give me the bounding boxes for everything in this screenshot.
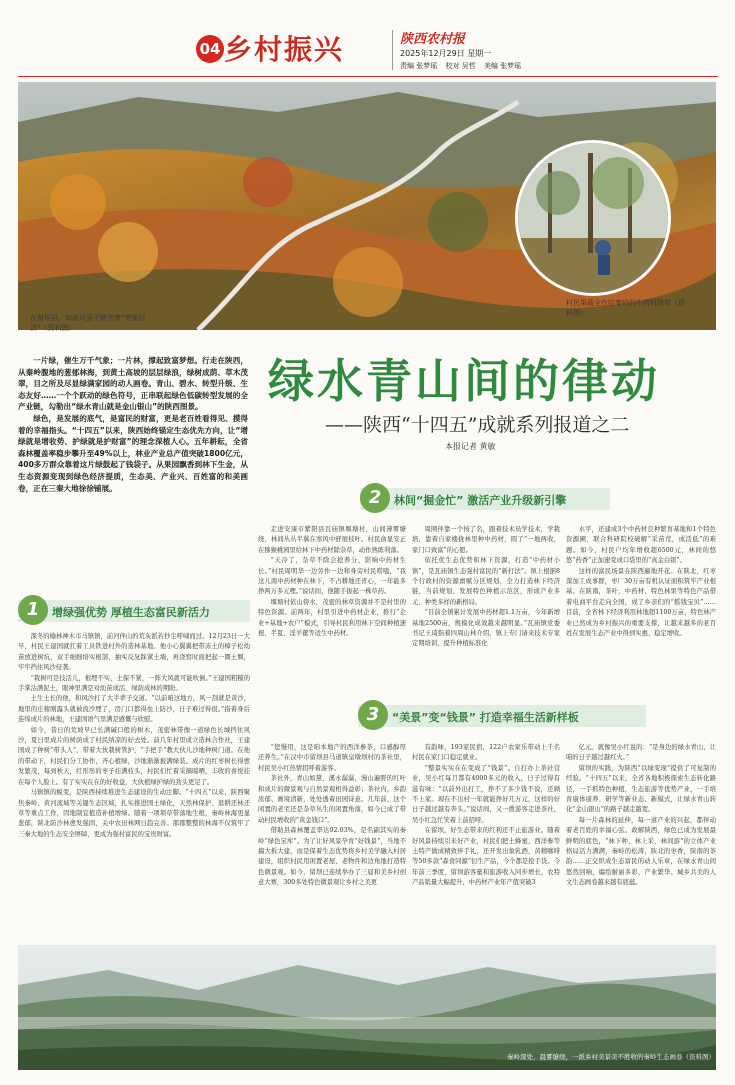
section-3-column-1 bbox=[258, 743, 406, 940]
paragraph: 每一片森林的延伸，每一道产业的兴起，都伴动着老百姓的幸福心弦。政解陕西，绿色已成为发展最鲜明的底色，“林下种、林上采、林间游”的立体产业格局活力满满，秦岭的松涛，陕北的枣香，陕南的茶韵……正交织成生态富民的动人乐章，在绿水青山间悠然回响，编绘耐丽多彩、产业繁华、城乡共美的人文生态画卷越来越有底蕴。 bbox=[566, 816, 716, 887]
section-3-column-2 bbox=[412, 743, 560, 940]
section-number: 3 bbox=[358, 700, 388, 730]
section-2-heading bbox=[360, 488, 610, 510]
paragraph: 土生土长的他，和风沙打了大半辈子交道。“以前咱这地方，风一刮就是黄沙，地里的庄稼刚露头就被流沙埋了，房门口都得垒上防沙，日子难过得很。”指着身后连绵成片的林地，王建国语气里满是感慨与欣慰。 bbox=[18, 695, 250, 724]
paragraph: 借助县森林覆盖率达92.03%，是名副其实的秦岭“绿色宝库”。为了让好风景孕育“好钱景”，当地不搞大拆大建，而是保着生态优势将乡村美学融入村居建设，组织村民用闲置老屋、老物件和边角地打造特色微景观。如今，留坝已连续举办了三届和美乡村创意大赛，300多处特色微景观让乡村之美更 bbox=[258, 827, 406, 887]
paragraph: 亿元。就像吴小红说的：“是身边的绿水青山，让咱的日子越过越红火。” bbox=[566, 744, 716, 762]
paragraph: 如今，昔日的荒坡早已长满碱口般的树木，茂密林带像一道绿色长城挡住风沙，夏日里成片的树荫成了村民纳凉的好去处。前几年村里成立造林合作社，王建国成了种树“带头人”，带着大伙栽树管护，“手把手”教大伙儿沙地种树门道。在他的带动下，村民们分工协作，齐心植绿，沙地渐渐披满绿装。成片的红枣树长得愈发繁茂，每到秋天，红彤彤的枣子挂满枝头，村民们忙着采摘晾晒，丰收的喜悦挂在每个人脸上。有了实实在在的好收益，大伙植绿护绿的劲头更足了。 bbox=[18, 726, 250, 786]
section-number: 2 bbox=[360, 483, 390, 513]
page-number: 04 bbox=[196, 35, 224, 63]
paragraph: 依托优生态优势和林下资源，打造“中药材小镇”，是瓦庙镇生态强村富民的“新打法”。镇上根据8个行政村的资源禀赋分区规划，全力打造林下经济链，当前规划、发展特色种植示范区，形成产业多元、种类多样的新格局。 bbox=[412, 557, 560, 606]
article-intro bbox=[18, 355, 248, 494]
section-heading-text: 增绿强优势 厚植生态富民新活力 bbox=[52, 606, 210, 619]
credit-designer: 美编 张梦瑶 bbox=[483, 62, 522, 70]
paragraph: 深冬的榆林神木市马镇镇，前河伴山的荒灰派若抄尘呼啸而过。12月23日一大早，村民王建国就扛着工具铁进村外的造林基地。他小心翼翼把带冻土的樟子松幼苗放进树坑，双手细细培实根部，抽实反复踩紧土墙，再浇窖时面把起一圈土堰，牢牢挡住风沙侵袭。 bbox=[18, 633, 250, 672]
article-subtitle: ——陕西“十四五”成就系列报道之二 bbox=[325, 414, 630, 436]
paragraph: 周围伴靠一个按了名，跟着技术员学技术，学栽培，靠着自家楼拢林里种中药材，圆了“一地两收，家门口致富”的心愿。 bbox=[412, 526, 560, 554]
header-rule bbox=[18, 76, 718, 77]
paragraph: 马镇镇的蜕变，是陕西持续推进生态建设的生动注脚。“十四五”以来，陕西聚焦秦岭、黄河流域等关键生态区域，扎实推进国土绿化，天然林保护、退耕还林还草等重点工作，因地制宜植造补植增绿。随着一项项草带落地生根，秦岭林海更显葱郁，陕北防沙林愈发强固，关中农田林网日趋完善。邵郡整整的林海不仅筑牢了三秦大地的生态安全屏障，更成为强村富民的宝贵财富。 bbox=[18, 789, 250, 838]
paragraph: “天冷了，杂草不除会抢养分，影响中药材生长。”村民周明华一边劳作一边和身旁村民唠嗑，“我这儿南中药材种在林下，不占耕地还省心，一年能多挣两万多元哩。”说话间，他随手拔起一株草药。 bbox=[258, 557, 406, 596]
paragraph: “您慢用，这是咱本地产的西洋参茶，口感醇厚还养生。”在汉中市留坝县马道镇皇墩坝村的茶社里，村民吴小红热情招呼着游客。 bbox=[258, 744, 406, 772]
paragraph: 这样的富民场景在陕西遍地开花。在陕北，红枣深加工成事群，枣厂30万亩有机认证面积筑牢产业根基；在陕南，茶叶、中药材、特色林果等特色产品借着电商平台走向全国，成了乡亲们的“摇钱宝贝”……目前，全省林下经济利用林地超1100万亩，特色林产业已然成为乡村振兴的重要支撑，让越来越多的老百姓在发展生态产业中得到实惠、稳定增收。 bbox=[566, 567, 716, 638]
editor-credits bbox=[400, 61, 527, 71]
section-heading-text: 林间“掘金忙” 激活产业升级新引擎 bbox=[394, 494, 567, 507]
section-2-column-1 bbox=[258, 525, 406, 685]
brand-logo: 陕西农村报 bbox=[400, 32, 466, 47]
section-2-column-2 bbox=[412, 525, 560, 685]
paragraph: 留坝的实践，为陕西“以绿变现”提供了可复制的经验。“十四五”以来，全省各地积极探索生态转化路径，一手抓特色种植，生态旅游等优势产业，一手培育康体康养、研学等新业态、新模式，让绿水青山转化“金山银山”的路子越走越宽。 bbox=[566, 764, 716, 814]
issue-date: 2025年12月29日 星期一 bbox=[400, 49, 492, 58]
paragraph: 堰塘村依山傍水，茂密的林草资源并不是村里的特色资源。前两年，村里引进中药材企业，推行“企业+基地+农户”模式，引导村民利用林下空间种植速根、半夏、淫羊藿等适生中药材。 bbox=[258, 598, 406, 638]
paragraph: 在留坝，好生态带来的红利还不止旅游业。随着好风景持续引来好产业，村民们把土蜂蜜、西洋参等土特产做成精致伴手礼，还开发出象乳酒、黄精咖啡等50多款“森食同源”衍生产品，今个都是抢手货。今年前三季度，留坝游客量和旅游收入同步增长，农特产品销量大幅提升，中药材产业年产值突破3 bbox=[412, 827, 560, 887]
intro-paragraph: 绿色，是发展的底气，是富民的财富，更是老百姓看得见、摸得着的幸福指头。“十四五”以来，陕西始终锚定生态优先方向，让“增绿就是增收势、护绿就是护财富”的理念深植人心。五年耕耘，全省森林覆盖率稳步攀升至49%以上，林业产业总产值突破1800亿元，400多万群众靠着这片绿鼓起了钱袋子。从果园飘香到林下生金，从生态资源变现到绿色经济提质，生态美、产业兴、百姓富的和美画卷，正在三秦大地徐徐铺展。 bbox=[18, 413, 248, 493]
header-divider bbox=[392, 30, 393, 70]
credit-editor: 责编 张梦瑶 bbox=[400, 62, 438, 70]
paragraph: 有韵味，193家民宿，122户农家乐带动上千名村民在家门口稳定就业。 bbox=[412, 744, 560, 762]
intro-paragraph: 一片绿，催生万千气象；一片林，撑起致富梦想。行走在陕西，从秦岭腹地的葱郁林海，到黄土高坡的层层绿浪，绿树成荫、草木茂翠，目之所及尽显绿满家园的动人画卷。青山、碧水、转型升级、生态友好……一个个跃动的绿色符号，正串联起绿色低碳转型发展的全产业链，勾勒出“绿水青山就是金山银山”的陕西图景。 bbox=[18, 356, 248, 412]
section-1-column bbox=[18, 632, 250, 940]
paragraph: 茶社外，青山如黛、溪水潺潺，漫山遍野的红叶和成片的微景观与自然景观相得益彰；茶社内，乡韵浓郁、画境清新，处处透着田园诗意。几年前，这个闲置的老宅还是杂草丛生的闲置角落，如今已成了带动村民增收的“黄金钱口”。 bbox=[258, 775, 406, 824]
article-author: 本报记者 黄敏 bbox=[445, 442, 496, 451]
paragraph: 走进安康市紫阳县瓦庙镇堰塘村，山间薄雾缭绕，林间丛丛半翼在寒风中舒展枝叶。村民俞显安正在猕猴桃园里给林下中药材除杂草，动作熟练利落。 bbox=[258, 526, 406, 554]
round-photo bbox=[515, 140, 671, 296]
round-photo-caption: 村民果蔬全在给秦岭的中药材除草（资料图） bbox=[566, 299, 685, 317]
section-3-column-3 bbox=[566, 743, 716, 940]
paragraph: “栽树可是技活儿，根埋不实，土保不紧，一阵大风就可能吹倒。”王建国粗糙的手掌沾满泥土，眼神里满是对幼苗成活、绿荫成林的期盼。 bbox=[18, 674, 250, 693]
section-1-heading bbox=[18, 600, 250, 622]
section-3-heading bbox=[358, 705, 646, 727]
paragraph: “目前全镇累计发展中药材超1.1万亩，今年新增基地2500亩，规模化成效越来越明显。”瓦庙镇党委书记王琦指着四周山林介绍，镇上专门请来技术专家定期培训，提升种植标准化 bbox=[412, 609, 560, 648]
section-number: 1 bbox=[18, 595, 48, 625]
section-heading-text: “美景”变“钱景” 打造幸福生活新样板 bbox=[392, 711, 579, 724]
section-2-column-3 bbox=[566, 525, 716, 685]
section-title: 乡村振兴 bbox=[224, 33, 345, 66]
article-title: 绿水青山间的律动 bbox=[268, 354, 660, 408]
paragraph: “整景实实在在变成了“钱景”。自打办上茶社营业，吴小红每月都有4000多元的收入，日子过得有滋有味：“以前外出打工，挣不了多少钱不说，还顾不上家。现在不出村一年就能挣好几万元，这样的好日子越过越有奔头。”说话间，又一拨游客走进茶社，吴小红急忙笑着上前招呼。 bbox=[412, 764, 560, 824]
main-photo-caption: 在留坝县，如画风景不断孕育“美丽经济”（资料图） bbox=[30, 314, 146, 332]
bottom-photo-caption: 秦岭深处，晨雾缭绕，一派乡村美景美不胜收的秦岭生态画卷（资料图） bbox=[507, 1053, 715, 1061]
credit-proofreader: 校对 吴哲 bbox=[445, 62, 476, 70]
paragraph: 水平，还建成3个中药材良种繁育基地和1个特色资源圃，联合科研院校破解“采苗荒，成活低”的难题。如今，村民户均年增收超6500元，林间的悠悠“药香”正加速变成口袋里的“真金白银”。 bbox=[566, 526, 716, 565]
